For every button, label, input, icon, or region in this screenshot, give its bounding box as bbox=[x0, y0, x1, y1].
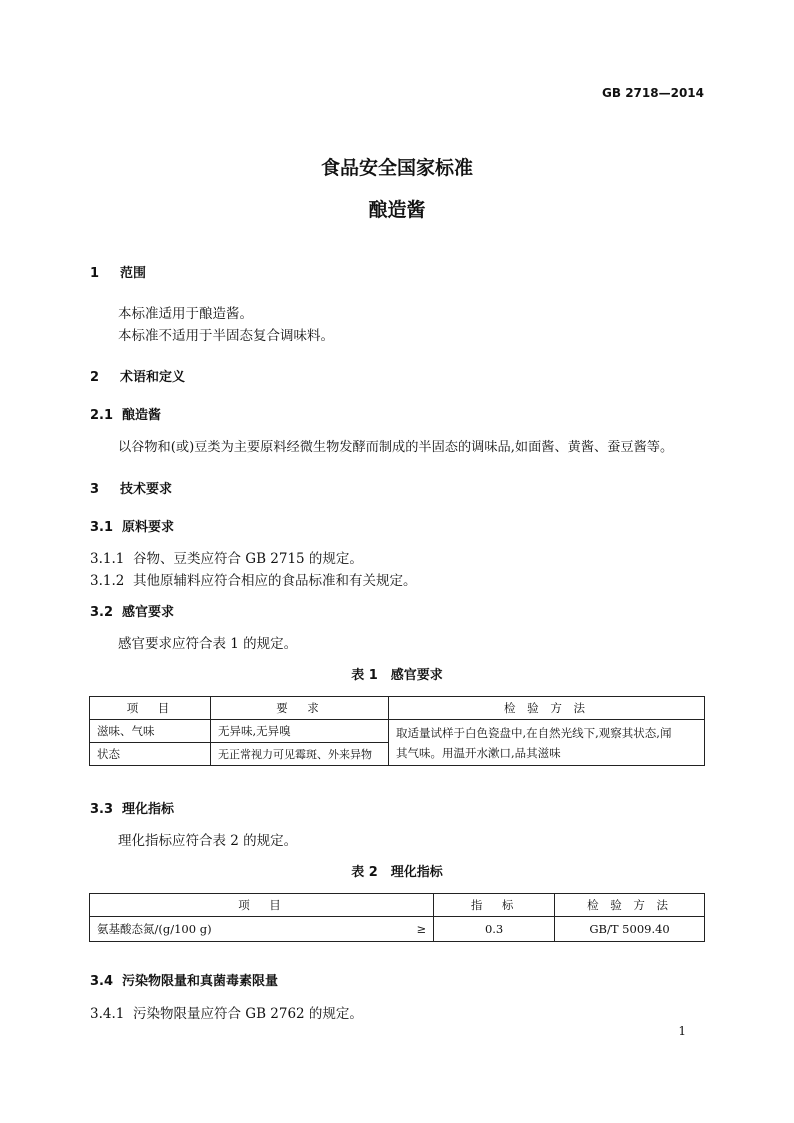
table-2-caption: 表 2 理化指标 bbox=[351, 865, 443, 880]
clause-3-4-1: 3.4.1 污染物限量应符合 GB 2762 的规定。 bbox=[90, 1006, 363, 1022]
column-header-method: 检 验 方 法 bbox=[389, 697, 705, 720]
section-1-paragraph-1: 本标准适用于酿造酱。 bbox=[118, 306, 253, 322]
column-header-item: 项 目 bbox=[90, 894, 434, 917]
table-row bbox=[90, 917, 705, 942]
column-header-index: 指 标 bbox=[434, 894, 555, 917]
section-3-heading: 3 技术要求 bbox=[90, 482, 173, 497]
section-1-heading: 1 范围 bbox=[90, 266, 147, 281]
section-3-4-heading: 3.4 污染物限量和真菌毒素限量 bbox=[90, 974, 279, 989]
section-2-1-heading: 2.1 酿造酱 bbox=[90, 408, 162, 423]
table-row bbox=[90, 720, 705, 743]
column-header-method: 检 验 方 法 bbox=[555, 894, 705, 917]
table-1-caption: 表 1 感官要求 bbox=[351, 668, 443, 683]
section-3-3-heading: 3.3 理化指标 bbox=[90, 802, 175, 817]
section-3-3-paragraph: 理化指标应符合表 2 的规定。 bbox=[118, 833, 298, 849]
clause-3-1-1: 3.1.1 谷物、豆类应符合 GB 2715 的规定。 bbox=[90, 551, 363, 567]
table-cell-operator: ≥ bbox=[399, 917, 434, 942]
page-number: 1 bbox=[678, 1024, 686, 1038]
section-3-2-paragraph: 感官要求应符合表 1 的规定。 bbox=[118, 636, 298, 652]
sensory-requirements-table bbox=[89, 696, 705, 766]
definition-paragraph: 以谷物和(或)豆类为主要原料经微生物发酵而制成的半固态的调味品,如面酱、黄酱、蚕豆酱等。 bbox=[118, 440, 674, 455]
section-3-2-heading: 3.2 感官要求 bbox=[90, 605, 175, 620]
document-title: 食品安全国家标准 bbox=[320, 157, 473, 179]
table-header-row bbox=[90, 894, 705, 917]
table-cell-method: 取适量试样于白色瓷盘中,在自然光线下,观察其状态,闻 其气味。用温开水漱口,品其滋味 bbox=[389, 720, 705, 766]
section-2-heading: 2 术语和定义 bbox=[90, 370, 186, 385]
standard-number: GB 2718—2014 bbox=[602, 86, 704, 100]
section-1-paragraph-2: 本标准不适用于半固态复合调味料。 bbox=[118, 328, 334, 344]
table-cell-item: 滋味、气味 bbox=[90, 720, 211, 743]
table-cell-requirement: 无异味,无异嗅 bbox=[211, 720, 389, 743]
column-header-requirement: 要 求 bbox=[211, 697, 389, 720]
column-header-item: 项 目 bbox=[90, 697, 211, 720]
physicochemical-index-table bbox=[89, 893, 705, 942]
section-3-1-heading: 3.1 原料要求 bbox=[90, 520, 175, 535]
table-cell-value: 0.3 bbox=[434, 917, 555, 942]
table-header-row bbox=[90, 697, 705, 720]
table-cell-item: 氨基酸态氮/(g/100 g) bbox=[90, 917, 400, 942]
clause-3-1-2: 3.1.2 其他原辅料应符合相应的食品标准和有关规定。 bbox=[90, 573, 417, 589]
table-cell-item: 状态 bbox=[90, 743, 211, 766]
table-cell-method: GB/T 5009.40 bbox=[555, 917, 705, 942]
document-subtitle: 酿造酱 bbox=[368, 199, 426, 221]
table-cell-requirement: 无正常视力可见霉斑、外来异物 bbox=[211, 743, 389, 766]
